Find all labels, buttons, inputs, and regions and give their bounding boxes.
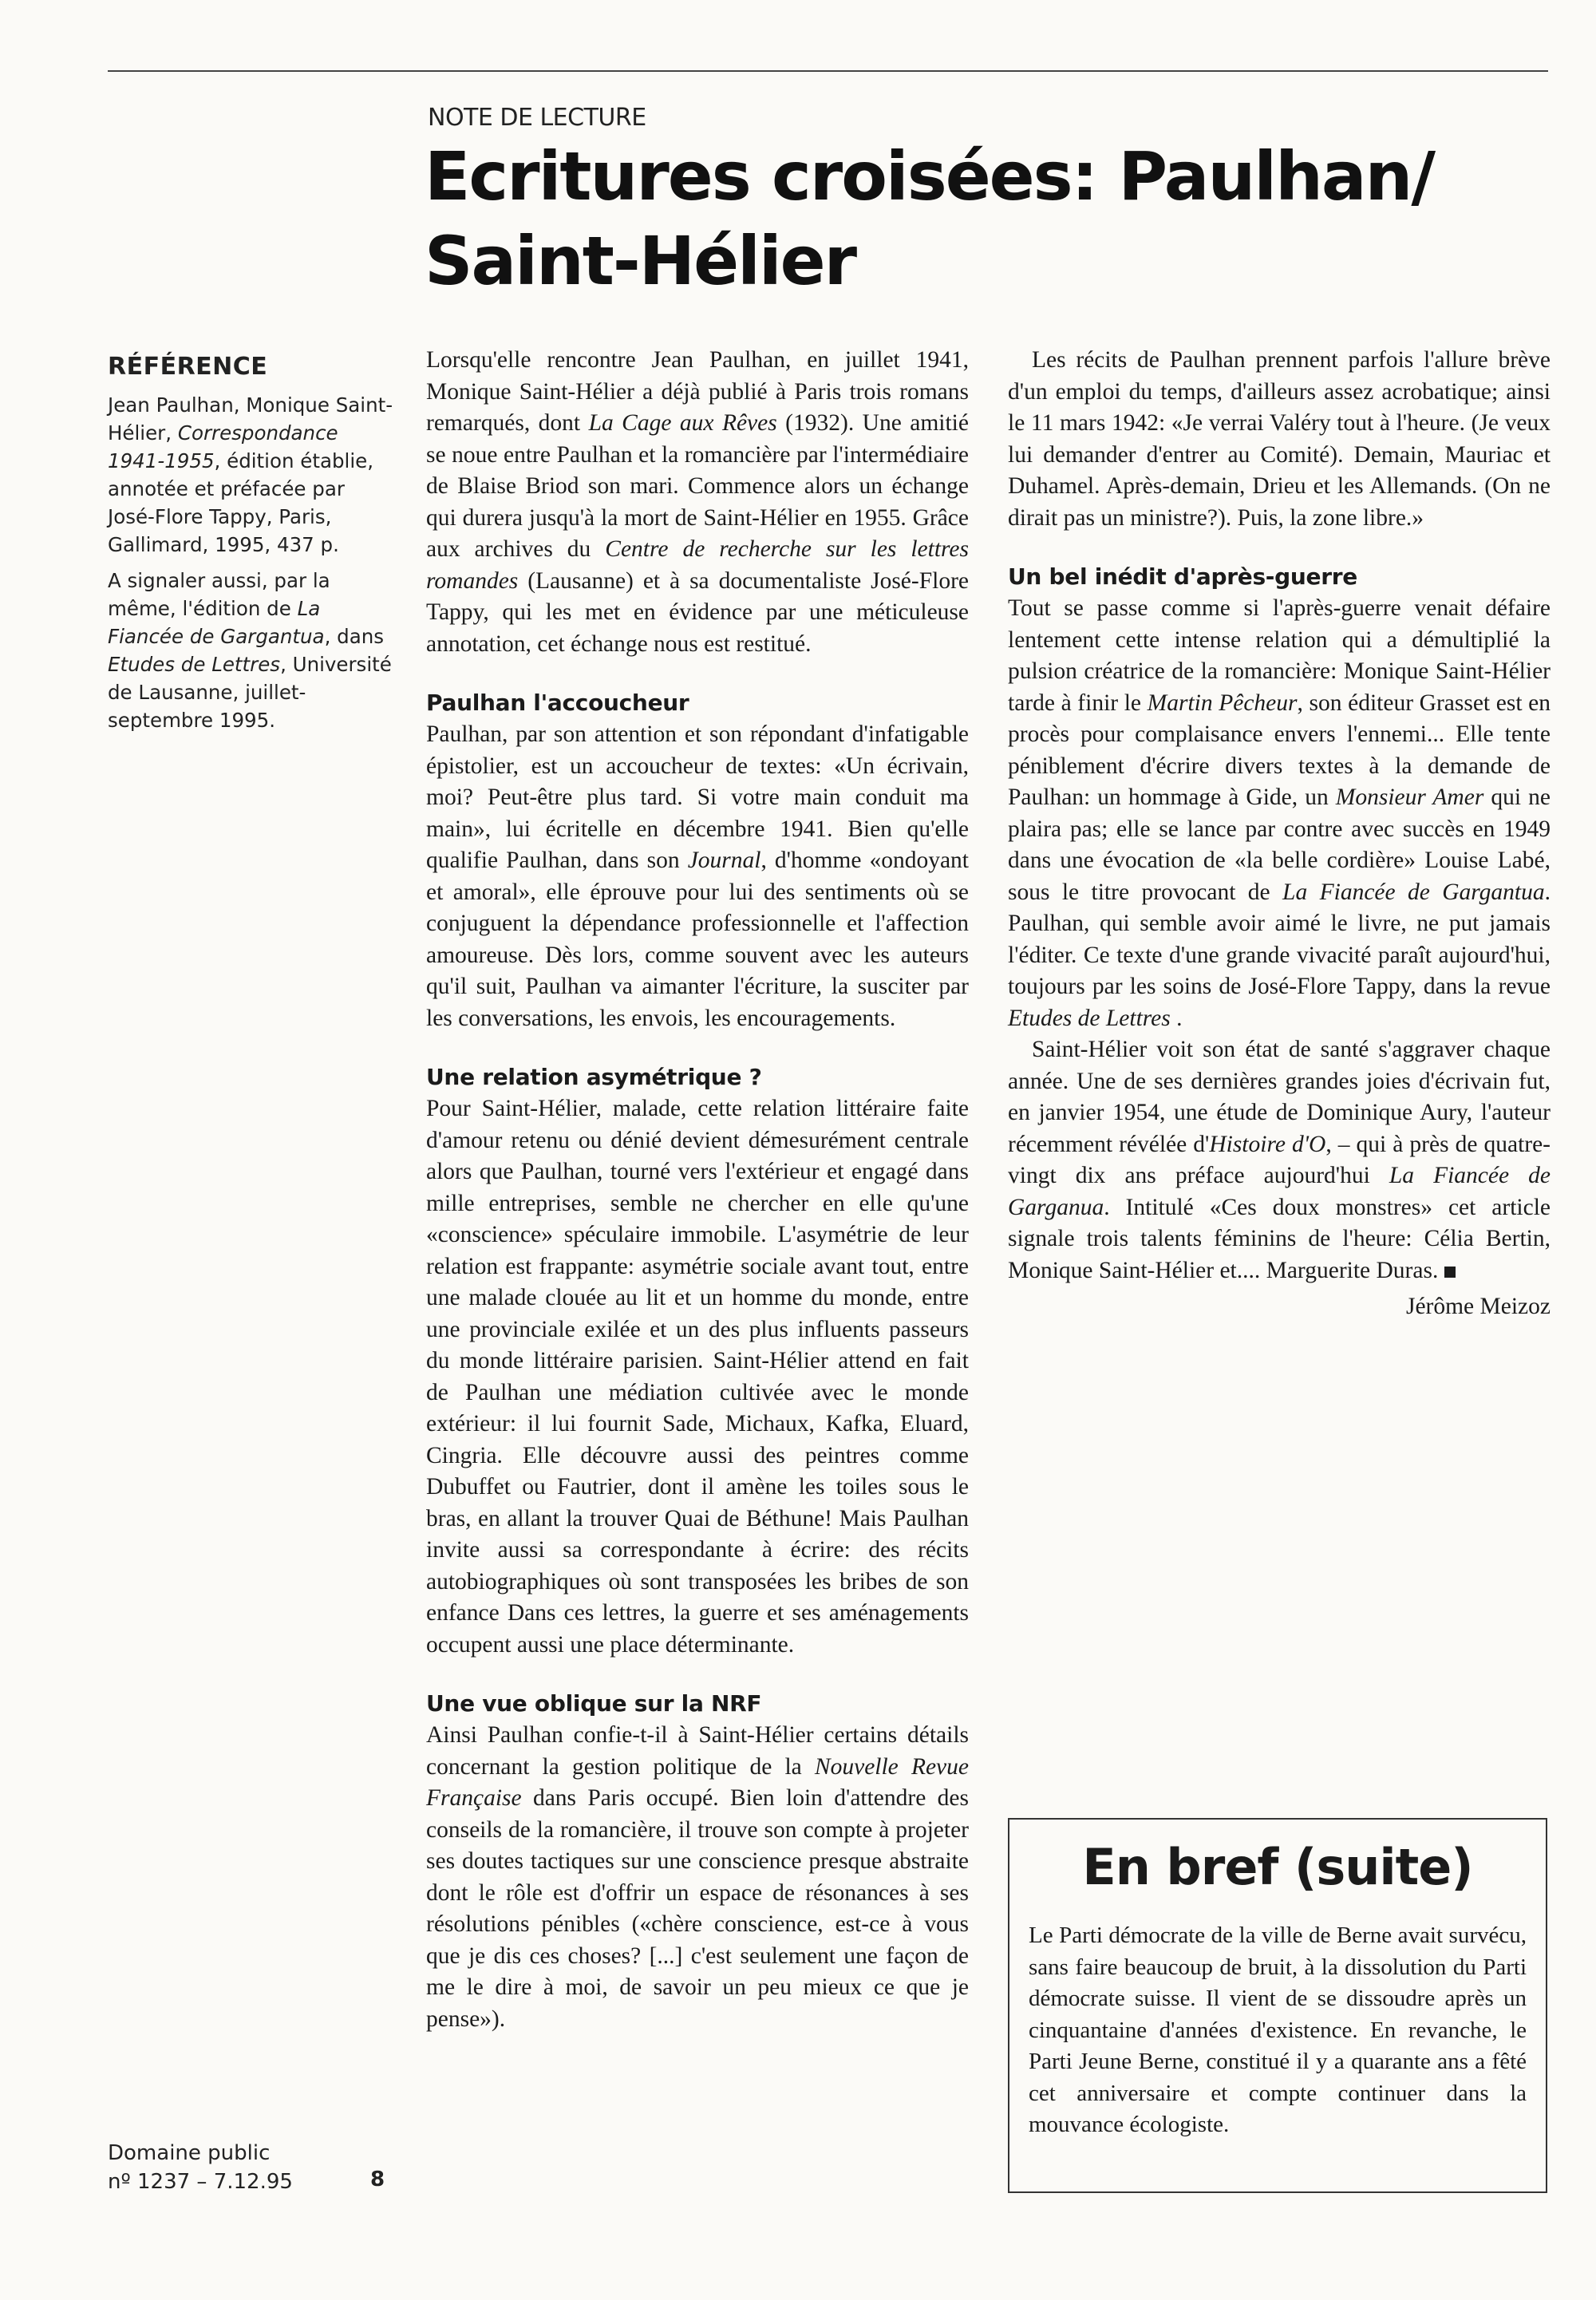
body-paragraph-continued: Ainsi Paulhan confie-t-il à Saint-Hélier certains détails concernant la gestion politique de la Nouvelle Revue Française dans Paris occupé. Bien loin d'attendre des conseils de la romancière, il trouve son compte à projeter ses doutes tactiques sur une conscience presque abstraite dont le rôle est d'offrir un espace de résonances à ses résolutions pénibles («chère conscience, est-ce à vous que je dis ces choses? [...] c'est seulement une façon de me le dire à moi, de savoir un peu mieux ce que je pense»). xyxy=(426,1722,969,2032)
intro-paragraph: Lorsqu'elle rencontre Jean Paulhan, en juillet 1941, Monique Saint-Hélier a déjà publié à Paris trois romans remarqués, dont La Cage aux Rêves (1932). Une amitié se noue entre Paulhan et la romancière par l'intermédiaire de Blaise Briod son mari. Commence alors un échange qui durera jusqu'à la mort de Saint-Hélier en 1955. Grâce aux archives du Centre de recherche sur les lettres romandes (Lausanne) et à sa documentaliste José-Flore Tappy, qui les met en évidence par une méticuleuse annotation, cet échange nous est restitué. xyxy=(426,347,970,657)
body-paragraph: Les récits de Paulhan prennent parfois l'allure brève d'un emploi du temps, d'ailleurs assez acrobatique; ainsi le 11 mars 1942: «Je verrai Valéry tout à l'heure. (Je veux lui demander d'entrer au Comité). Demain, Mauriac et Duhamel. Après-demain, Drieu et les Allemands. (On ne dirait pas un ministre?). Puis, la zone libre.» xyxy=(1008,347,1551,531)
reference-text: , édition établie, annotée et préfacée par José-Flore Tappy, Paris, Gallimard, 1995, 437 p. xyxy=(108,449,373,556)
work-title: Monsieur Amer xyxy=(1335,784,1484,810)
reference-heading: RÉFÉRENCE xyxy=(108,353,268,381)
en-bref-text: Le Parti démocrate de la ville de Berne avait survécu, sans faire beaucoup de bruit, à la dissolution du Parti démocrate suisse. Il vient de se dissoudre après un cinquantaine d'années d'existence. En revanche, le Parti Jeune Berne, constitué il y a quarante ans a fêté cet anniversaire et compte continuer dans la mouvance écologiste. xyxy=(1029,1923,1527,2137)
reference-text: , dans xyxy=(324,625,385,648)
publication-name: Domaine public xyxy=(108,2141,271,2165)
reference-sidebar xyxy=(108,351,395,742)
en-bref-box xyxy=(1008,1818,1547,2193)
subheading-inedit: Un bel inédit d'après-guerre xyxy=(1008,563,1357,590)
work-title: La Fiancée de Garganua xyxy=(1008,1163,1551,1220)
reference-text: Jean Paulhan, Monique Saint-Hélier, xyxy=(108,393,393,445)
institution-name: Centre de recherche sur les lettres romandes xyxy=(426,536,970,594)
body-paragraph: Pour Saint-Hélier, malade, cette relation littéraire faite d'amour retenu ou dénié devient démesurément centrale alors que Paulhan, tourné vers l'extérieur et engagé dans mille entreprises, semble ne chercher en elle qu'une «conscience» spéculaire immobile. L'asymétrie de leur relation est frappante: asymétrie sociale avant tout, entre une malade clouée au lit et un homme du monde, entre une provinciale exilée et un des plus influents passeurs du monde littéraire parisien. Saint-Hélier attend en fait de Paulhan une médiation cultivée avec le monde extérieur: il lui fournit Sade, Michaux, Kafka, Eluard, Cingria. Elle découvre aussi des peintres comme Dubuffet ou Fautrier, dont il amène les toiles sous le bras, en allant la trouver Quai de Béthune! Mais Paulhan invite aussi sa correspondante à écrire: des récits autobiographiques où sont transposées les bribes de son enfance Dans ces lettres, la guerre et ses aménagements occupent aussi une place déterminante. xyxy=(426,1096,969,1658)
en-bref-heading: En bref (suite) xyxy=(1082,1838,1473,1896)
author-signature: Jérôme Meizoz xyxy=(1405,1294,1551,1319)
reference-entry xyxy=(108,391,395,559)
work-title: Journal xyxy=(687,848,761,873)
subheading-nrf: Une vue oblique sur la NRF xyxy=(426,1690,762,1717)
reference-book-title: Correspondance 1941-1955 xyxy=(108,421,338,472)
body-paragraph: Paulhan, par son attention et son répondant d'infatigable épistolier, est un accoucheur de textes: «Un écrivain, moi? Peut-être plus tard. Si votre main conduit ma main», lui écritelle en décembre 1941. Bien qu'elle qualifie Paulhan, dans son Journal, d'homme «ondoyant et amoral», elle éprouve pour lui des sentiments où se conjuguent la dépendance professionnelle et l'affection amoureuse. Dès lors, comme souvent avec les auteurs qu'il suit, Paulhan va aimanter l'écriture, la susciter par les conversations, les envois, les encouragements. xyxy=(426,721,969,1031)
top-rule xyxy=(108,70,1548,72)
reference-text: , Université de Lausanne, juillet-septembre 1995. xyxy=(108,653,392,732)
reference-journal-title: Etudes de Lettres xyxy=(108,653,281,676)
page-number: 8 xyxy=(370,2168,385,2191)
article-title xyxy=(425,134,1542,303)
subheading-accoucheur: Paulhan l'accoucheur xyxy=(426,690,689,716)
article-column-2 xyxy=(1008,345,1551,1323)
reference-note xyxy=(108,567,395,734)
body-paragraph: Saint-Hélier voit son état de santé s'aggraver chaque année. Une de ses dernières grandes joies d'écrivain fut, en janvier 1954, une étude de Dominique Aury, l'auteur récemment révélée d'Histoire d'O, – qui à près de quatre-vingt dix ans préface aujourd'hui La Fiancée de Garganua. Intitulé «Ces doux monstres» cet article signale trois talents féminins de l'heure: Célia Bertin, Monique Saint-Hélier et.... Marguerite Duras. xyxy=(1008,1037,1551,1283)
title-line-2: Saint-Hélier xyxy=(425,222,856,300)
end-of-article-mark xyxy=(1444,1267,1456,1278)
title-line-1: Ecritures croisées: Paulhan/ xyxy=(425,137,1435,215)
publication-footer xyxy=(108,2139,347,2196)
work-title: La Fiancée de Gargantua xyxy=(1282,879,1545,905)
issue-info: nº 1237 – 7.12.95 xyxy=(108,2170,293,2194)
work-title: Histoire d'O xyxy=(1209,1131,1326,1157)
journal-title: Etudes de Lettres xyxy=(1008,1005,1171,1031)
article-column-1 xyxy=(426,345,969,2035)
work-title: Martin Pêcheur xyxy=(1147,690,1298,716)
reference-text: A signaler aussi, par la même, l'édition de xyxy=(108,569,330,620)
body-paragraph: Tout se passe comme si l'après-guerre venait défaire lentement cette intense relation qui a démultiplié la pulsion créatrice de la romancière: Monique Saint-Hélier tarde à finir le Martin Pêcheur, son éditeur Grasset est en procès pour complaisance envers l'ennemi... Elle tente péniblement d'écrire divers textes à la demande de Paulhan: un hommage à Gide, un Monsieur Amer qui ne plaira pas; elle se lance par contre avec succès en 1949 dans une évocation de «la belle cordière» Louise Labé, sous le titre provocant de La Fiancée de Gargantua. Paulhan, qui semble avoir aimé le livre, ne put jamais l'éditer. Ce texte d'une grande vivacité paraît aujourd'hui, toujours par les soins de José-Flore Tappy, dans la revue Etudes de Lettres . xyxy=(1008,595,1551,1031)
subheading-asymetrique: Une relation asymétrique ? xyxy=(426,1064,762,1090)
book-title: La Cage aux Rêves xyxy=(588,410,777,436)
section-kicker: NOTE DE LECTURE xyxy=(428,104,646,132)
journal-title: Nouvelle Revue Française xyxy=(426,1753,969,1811)
reference-book-title: La Fiancée de Gargantua xyxy=(108,597,325,648)
